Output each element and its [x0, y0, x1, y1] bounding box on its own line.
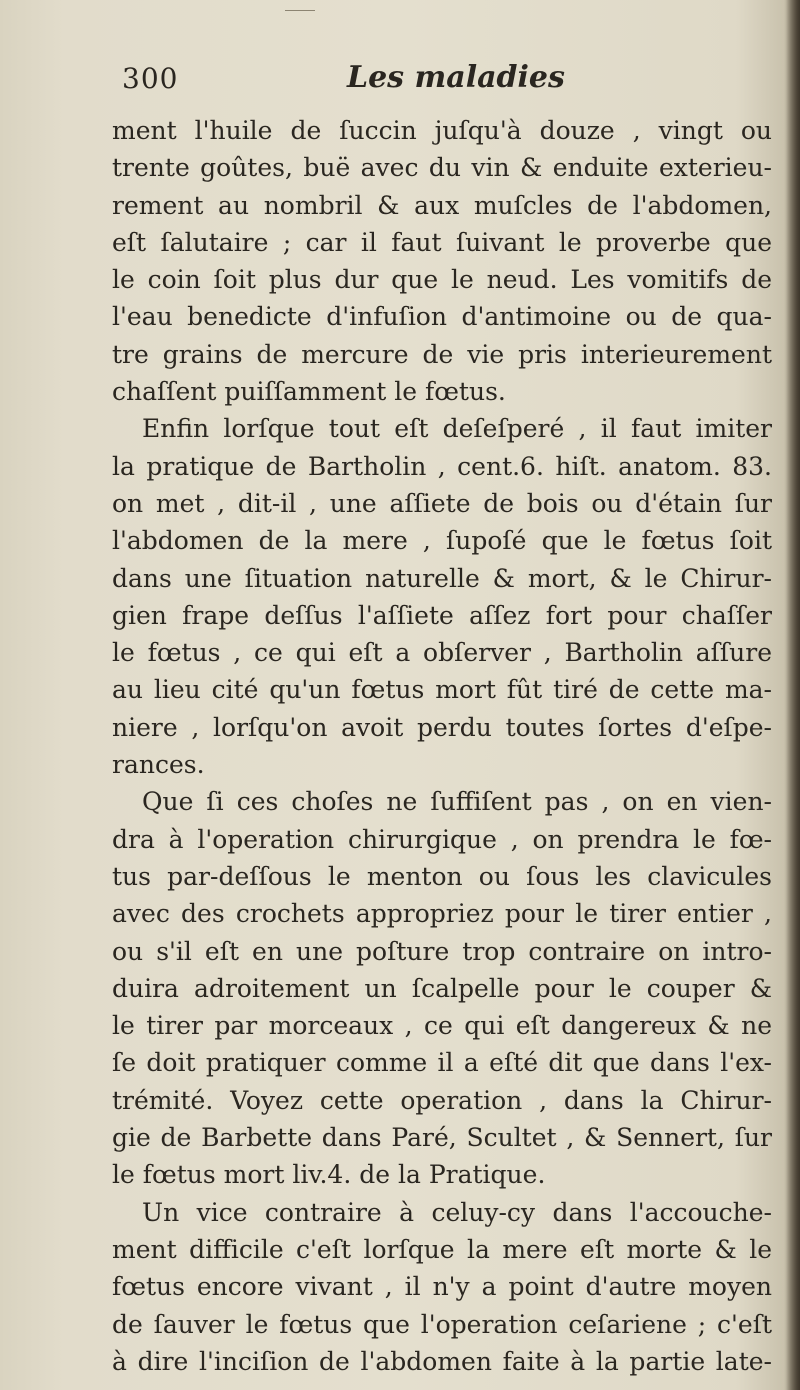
text-line: dans une ſituation naturelle & mort, & le Chirur- — [112, 563, 772, 593]
text-line: au lieu cité qu'un fœtus mort fût tiré de cette ma- — [112, 675, 772, 705]
text-line: eſt ſalutaire ; car il faut ſuivant le proverbe que — [112, 227, 772, 257]
paragraph-start-line: Enfin lorſque tout eſt deſeſperé , il faut imiter — [142, 414, 772, 444]
text-line: le fœtus , ce qui eſt a obſerver , Bartholin aſſure — [112, 638, 772, 668]
paragraph-start-line: Que ſi ces choſes ne ſuffiſent pas , on en vien- — [142, 787, 772, 817]
text-line: tre grains de mercure de vie pris interieurement — [112, 339, 772, 369]
paragraph-start-line: Un vice contraire à celuy-cy dans l'accouche- — [142, 1197, 772, 1227]
text-line: niere , lorſqu'on avoit perdu toutes ſortes d'eſpe- — [112, 712, 772, 742]
body-text — [112, 112, 772, 1380]
top-rule — [285, 10, 315, 11]
running-title: Les maladies — [347, 60, 565, 95]
text-line: rances. — [112, 750, 205, 780]
text-line: ou s'il eſt en une poſture trop contraire on intro- — [112, 936, 772, 966]
text-line: gie de Barbette dans Paré, Scultet , & Sennert, ſur — [112, 1123, 772, 1153]
text-line: ſe doit pratiquer comme il a eſté dit que dans l'ex- — [112, 1048, 772, 1078]
text-line: trente goûtes, buë avec du vin & enduite exterieu- — [112, 153, 772, 183]
text-line: gien frape deſſus l'aſſiete aſſez fort pour chaſſer — [112, 600, 772, 630]
text-line: rement au nombril & aux muſcles de l'abdomen, — [112, 190, 772, 220]
text-line: l'abdomen de la mere , ſupoſé que le fœtus ſoit — [112, 526, 772, 556]
text-line: le coin ſoit plus dur que le neud. Les vomitifs de — [112, 265, 772, 295]
text-line: tus par-deſſous le menton ou ſous les clavicules — [112, 861, 772, 891]
text-line: avec des crochets appropriez pour le tirer entier , — [112, 899, 772, 929]
text-line: ment difficile c'eſt lorſque la mere eſt morte & le — [112, 1234, 772, 1264]
text-line: fœtus encore vivant , il n'y a point d'autre moyen — [112, 1272, 772, 1302]
text-line: de ſauver le fœtus que l'operation ceſariene ; c'eſt — [112, 1309, 772, 1339]
binding-shadow — [786, 0, 800, 1390]
text-line: le tirer par morceaux , ce qui eſt dangereux & ne — [112, 1011, 772, 1041]
text-line: dra à l'operation chirurgique , on prendra le fœ- — [112, 824, 772, 854]
text-line: la pratique de Bartholin , cent.6. hiſt. anatom. 83. — [112, 451, 772, 481]
text-line: l'eau benedicte d'infuſion d'antimoine ou de qua- — [112, 302, 772, 332]
text-line: duira adroitement un ſcalpelle pour le couper & — [112, 973, 772, 1003]
text-line: chaſſent puiſſamment le fœtus. — [112, 377, 506, 407]
text-line: on met , dit-il , une aſſiete de bois ou d'étain ſur — [112, 488, 772, 518]
page-header — [122, 62, 682, 102]
text-line: trémité. Voyez cette operation , dans la Chirur- — [112, 1085, 772, 1115]
text-line: le fœtus mort liv.4. de la Pratique. — [112, 1160, 546, 1190]
page-number: 300 — [122, 62, 179, 95]
text-line: ment l'huile de ſuccin juſqu'à douze , vingt ou — [112, 116, 772, 145]
text-line: à dire l'inciſion de l'abdomen faite à la partie late- — [112, 1346, 772, 1376]
